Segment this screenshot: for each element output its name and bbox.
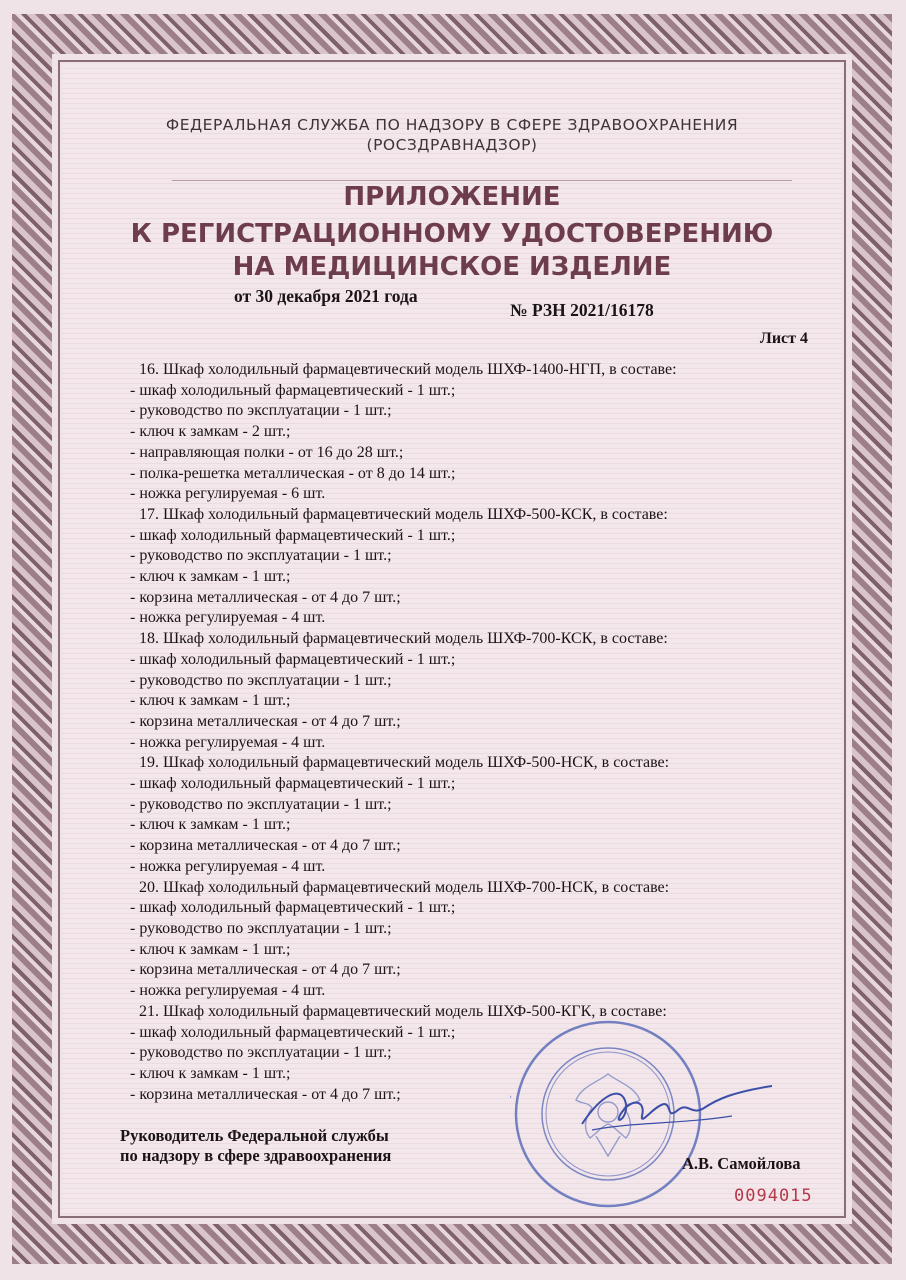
component-line: - корзина металлическая - от 4 до 7 шт.; bbox=[130, 1085, 401, 1103]
document-title-line-1: ПРИЛОЖЕНИЕ bbox=[343, 182, 561, 212]
component-line: - ножка регулируемая - 4 шт. bbox=[130, 733, 326, 751]
device-item-heading: 16. Шкаф холодильный фармацевтический модель ШХФ-1400-НГП, в составе: bbox=[139, 361, 677, 378]
device-item-heading: 21. Шкаф холодильный фармацевтический модель ШХФ-500-КГК, в составе: bbox=[139, 1002, 667, 1020]
document-title-line-3: НА МЕДИЦИНСКОЕ ИЗДЕЛИЕ bbox=[232, 252, 672, 282]
component-line: - корзина металлическая - от 4 до 7 шт.; bbox=[130, 588, 401, 606]
component-line: - ножка регулируемая - 4 шт. bbox=[130, 982, 326, 1000]
component-line: - ключ к замкам - 1 шт.; bbox=[130, 1064, 291, 1082]
component-line: - корзина металлическая - от 4 до 7 шт.; bbox=[130, 961, 401, 979]
component-line: - шкаф холодильный фармацевтический - 1 шт.; bbox=[130, 650, 456, 668]
component-line: - руководство по эксплуатации - 1 шт.; bbox=[130, 795, 392, 813]
component-line: - корзина металлическая - от 4 до 7 шт.; bbox=[130, 712, 401, 730]
device-item-heading: 17. Шкаф холодильный фармацевтический модель ШХФ-500-КСК, в составе: bbox=[139, 505, 668, 523]
component-line: - корзина металлическая - от 4 до 7 шт.; bbox=[130, 837, 401, 855]
device-item-heading: 20. Шкаф холодильный фармацевтический модель ШХФ-700-НСК, в составе: bbox=[139, 878, 670, 896]
component-line: - ключ к замкам - 1 шт.; bbox=[130, 692, 291, 710]
component-line: - ключ к замкам - 1 шт.; bbox=[130, 816, 291, 834]
component-line: - руководство по эксплуатации - 1 шт.; bbox=[130, 919, 392, 937]
document-title-line-2: К РЕГИСТРАЦИОННОМУ УДОСТОВЕРЕНИЮ bbox=[130, 219, 774, 249]
component-line: - направляющая полки - от 16 до 28 шт.; bbox=[130, 443, 404, 461]
signer-name: А.В. Самойлова bbox=[682, 1154, 801, 1173]
component-line: - ключ к замкам - 1 шт.; bbox=[130, 940, 291, 958]
agency-abbreviation: (РОСЗДРАВНАДЗОР) bbox=[366, 136, 538, 154]
component-line: - шкаф холодильный фармацевтический - 1 шт.; bbox=[130, 1023, 456, 1041]
component-line: - шкаф холодильный фармацевтический - 1 шт.; bbox=[130, 775, 456, 793]
agency-name: ФЕДЕРАЛЬНАЯ СЛУЖБА ПО НАДЗОРУ В СФЕРЕ ЗДРАВООХРАНЕНИЯ bbox=[165, 116, 739, 134]
form-serial-number: 0094015 bbox=[734, 1186, 813, 1206]
component-line: - шкаф холодильный фармацевтический - 1 шт.; bbox=[130, 899, 456, 917]
registration-number: № РЗН 2021/16178 bbox=[510, 300, 654, 320]
device-composition-list bbox=[130, 360, 820, 1105]
issue-date: от 30 декабря 2021 года bbox=[234, 286, 418, 306]
device-item-heading: 19. Шкаф холодильный фармацевтический модель ШХФ-500-НСК, в составе: bbox=[139, 754, 670, 772]
component-line: - ножка регулируемая - 4 шт. bbox=[130, 857, 326, 875]
handwritten-signature-icon bbox=[562, 1064, 792, 1144]
component-line: - ножка регулируемая - 6 шт. bbox=[130, 485, 326, 503]
component-line: - ключ к замкам - 1 шт.; bbox=[130, 568, 291, 586]
device-item-heading: 18. Шкаф холодильный фармацевтический модель ШХФ-700-КСК, в составе: bbox=[139, 630, 668, 648]
sheet-number: Лист 4 bbox=[759, 330, 808, 347]
component-line: - руководство по эксплуатации - 1 шт.; bbox=[130, 547, 392, 565]
component-line: - шкаф холодильный фармацевтический - 1 шт.; bbox=[130, 381, 456, 399]
component-line: - руководство по эксплуатации - 1 шт.; bbox=[130, 671, 392, 689]
component-line: - руководство по эксплуатации - 1 шт.; bbox=[130, 1044, 392, 1062]
header-divider bbox=[172, 180, 792, 181]
component-line: - шкаф холодильный фармацевтический - 1 шт.; bbox=[130, 526, 456, 544]
signer-title bbox=[120, 1126, 391, 1166]
signer-title-line-2: по надзору в сфере здравоохранения bbox=[120, 1146, 392, 1165]
component-line: - ножка регулируемая - 4 шт. bbox=[130, 609, 326, 627]
component-line: - руководство по эксплуатации - 1 шт.; bbox=[130, 402, 392, 420]
signer-title-line-1: Руководитель Федеральной службы bbox=[120, 1126, 389, 1145]
component-line: - ключ к замкам - 2 шт.; bbox=[130, 423, 291, 441]
certificate-page bbox=[62, 64, 842, 1214]
component-line: - полка-решетка металлическая - от 8 до 14 шт.; bbox=[130, 464, 456, 482]
